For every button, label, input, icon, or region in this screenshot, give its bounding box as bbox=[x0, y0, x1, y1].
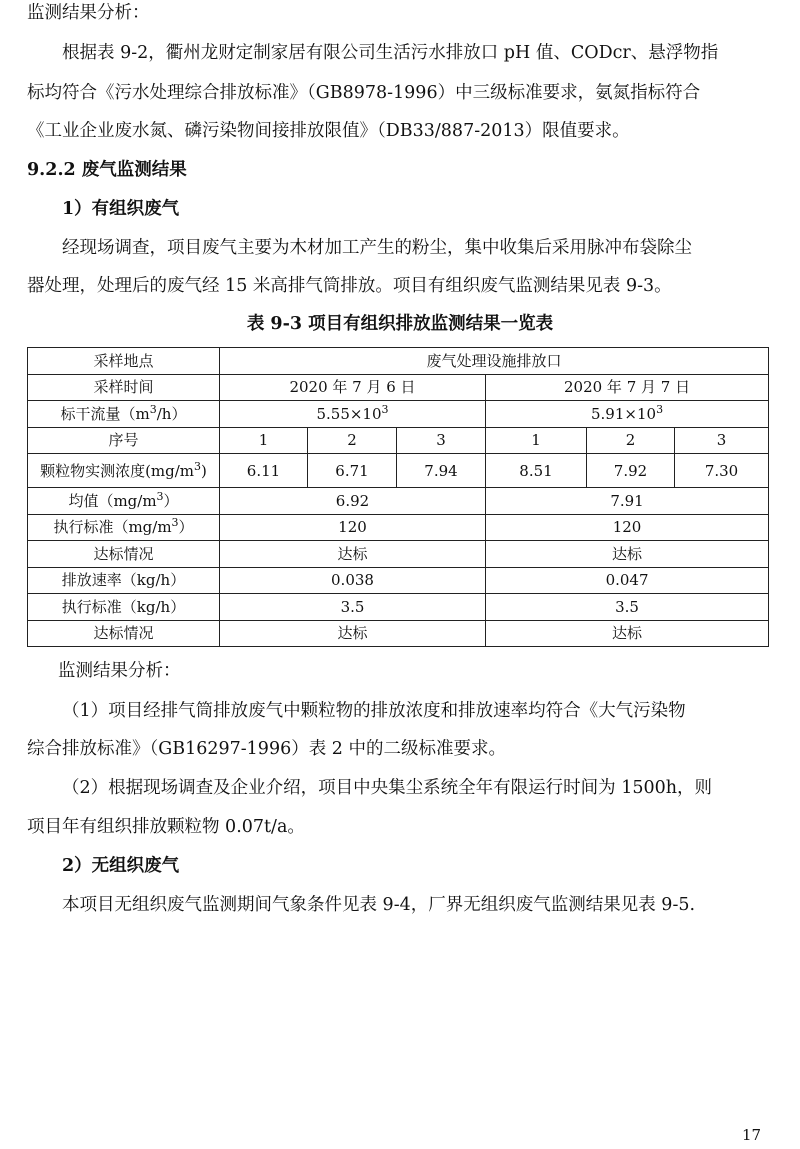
table-cell: 执行标准$(mg/m^3)$ bbox=[28, 514, 220, 541]
table-cell: $5.91\times 10^3$ bbox=[486, 401, 769, 428]
table-cell: 采样地点 bbox=[28, 348, 220, 375]
table-cell: 均值$(mg/m^3)$ bbox=[28, 488, 220, 515]
table-row bbox=[28, 514, 769, 541]
table-cell: 排放速率（kg/h） bbox=[28, 567, 220, 594]
table-row bbox=[28, 454, 769, 488]
table-caption: 表 9-3 项目有组织排放监测结果一览表 bbox=[246, 314, 554, 334]
table-cell: 1 bbox=[220, 427, 308, 454]
table-cell: 1 bbox=[486, 427, 587, 454]
table-row bbox=[28, 620, 769, 647]
table-cell: 2020 年 7 月 7 日 bbox=[486, 374, 769, 401]
table-row bbox=[28, 567, 769, 594]
paragraph-line: 根据表 9-2，衢州龙财定制家居有限公司生活污水排放口 pH 值、CODcr、悬浮物指 bbox=[62, 43, 719, 63]
table-cell: 采样时间 bbox=[28, 374, 220, 401]
paragraph-line: 经现场调查，项目废气主要为木材加工产生的粉尘，集中收集后采用脉冲布袋除尘 bbox=[62, 238, 692, 258]
table-cell: 7.91 bbox=[486, 488, 769, 515]
table-cell: 7.92 bbox=[587, 454, 675, 488]
table-row bbox=[28, 348, 769, 375]
paragraph-line: （2）根据现场调查及企业介绍，项目中央集尘系统全年有限运行时间为 1500h，则 bbox=[62, 778, 713, 798]
paragraph-line: 项目年有组织排放颗粒物 0.07t/a。 bbox=[27, 817, 305, 837]
paragraph-line: 标均符合《污水处理综合排放标准》（GB8978-1996）中三级标准要求，氨氮指标符合 bbox=[27, 83, 701, 103]
table-row bbox=[28, 594, 769, 621]
table-cell: 达标 bbox=[220, 620, 486, 647]
analysis-heading: 监测结果分析： bbox=[27, 3, 150, 23]
table-row bbox=[28, 541, 769, 568]
paragraph-line: （1）项目经排气筒排放废气中颗粒物的排放浓度和排放速率均符合《大气污染物 bbox=[62, 701, 686, 721]
table-cell: 7.30 bbox=[675, 454, 769, 488]
table-row bbox=[28, 401, 769, 428]
table-cell: 2 bbox=[587, 427, 675, 454]
table-cell: 标干流量$(m^3/h)$ bbox=[28, 401, 220, 428]
table-cell: 0.047 bbox=[486, 567, 769, 594]
table-cell: 3 bbox=[675, 427, 769, 454]
table-cell: 3 bbox=[397, 427, 486, 454]
subsection-heading: 1）有组织废气 bbox=[62, 199, 180, 219]
table-cell: 2 bbox=[308, 427, 397, 454]
table-cell: 2020 年 7 月 6 日 bbox=[220, 374, 486, 401]
paragraph-line: 器处理，处理后的废气经 15 米高排气筒排放。项目有组织废气监测结果见表 9-3。 bbox=[27, 276, 672, 296]
paragraph-line: 综合排放标准》（GB16297-1996）表 2 中的二级标准要求。 bbox=[27, 739, 506, 759]
paragraph-line: 《工业企业废水氮、磷污染物间接排放限值》（DB33/887-2013）限值要求。 bbox=[27, 121, 630, 141]
table-cell: 7.94 bbox=[397, 454, 486, 488]
paragraph-line: 本项目无组织废气监测期间气象条件见表 9-4，厂界无组织废气监测结果见表 9-5. bbox=[62, 895, 696, 915]
table-cell: 6.71 bbox=[308, 454, 397, 488]
subsection-heading: 2）无组织废气 bbox=[62, 856, 180, 876]
section-heading: 9.2.2 废气监测结果 bbox=[27, 160, 187, 180]
table-cell: 达标情况 bbox=[28, 620, 220, 647]
table-row bbox=[28, 488, 769, 515]
table-cell: 达标 bbox=[220, 541, 486, 568]
table-cell: 达标 bbox=[486, 620, 769, 647]
table-row bbox=[28, 374, 769, 401]
table-cell: 达标 bbox=[486, 541, 769, 568]
table-cell: 120 bbox=[486, 514, 769, 541]
table-cell: 执行标准（kg/h） bbox=[28, 594, 220, 621]
page-number: 17 bbox=[742, 1126, 762, 1144]
table-cell: 3.5 bbox=[486, 594, 769, 621]
table-cell: 8.51 bbox=[486, 454, 587, 488]
table-cell: 6.11 bbox=[220, 454, 308, 488]
table-cell: 废气处理设施排放口 bbox=[220, 348, 769, 375]
monitoring-results-table bbox=[27, 347, 769, 647]
table-cell: 达标情况 bbox=[28, 541, 220, 568]
table-cell: 0.038 bbox=[220, 567, 486, 594]
table-cell: 6.92 bbox=[220, 488, 486, 515]
table-cell: 颗粒物实测浓度$(mg/m^3)$ bbox=[28, 454, 220, 488]
analysis-heading: 监测结果分析： bbox=[58, 661, 181, 681]
table-cell: 3.5 bbox=[220, 594, 486, 621]
table-cell: 序号 bbox=[28, 427, 220, 454]
table-row bbox=[28, 427, 769, 454]
table-cell: $5.55\times 10^3$ bbox=[220, 401, 486, 428]
table-cell: 120 bbox=[220, 514, 486, 541]
